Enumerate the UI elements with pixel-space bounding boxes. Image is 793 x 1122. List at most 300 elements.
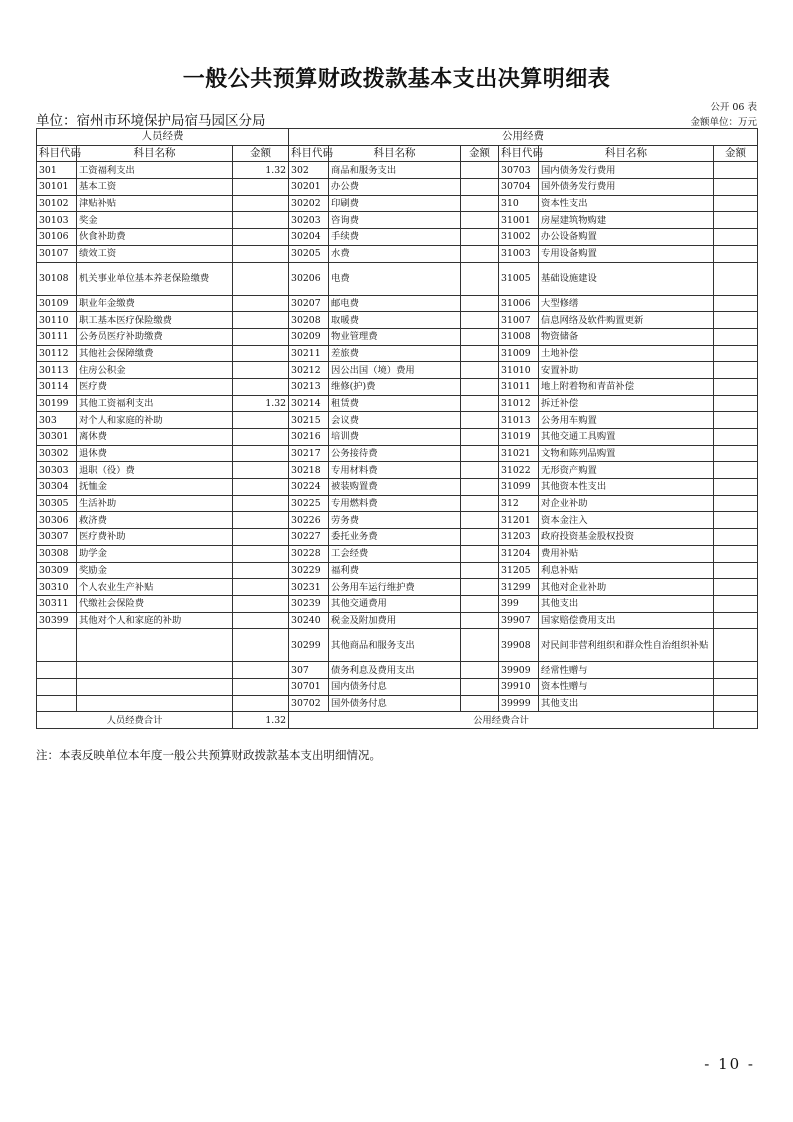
- section-header-row: [37, 129, 758, 146]
- subject-name-cell: 邮电费: [329, 295, 461, 312]
- subject-name-cell: 国外债务发行费用: [539, 179, 714, 196]
- subject-code-cell: 30107: [37, 245, 77, 262]
- amount-cell: [461, 462, 499, 479]
- subject-code-cell: 31204: [499, 545, 539, 562]
- subject-name-cell: 专用材料费: [329, 462, 461, 479]
- amount-cell: [714, 345, 758, 362]
- amount-cell: [233, 429, 289, 446]
- subject-code-cell: 30704: [499, 179, 539, 196]
- amount-cell: [714, 362, 758, 379]
- amount-cell: [461, 262, 499, 295]
- col-code-header: 科目代码: [499, 145, 539, 162]
- subject-name-cell: 国内债务付息: [329, 678, 461, 695]
- amount-cell: [461, 245, 499, 262]
- subject-code-cell: 39908: [499, 629, 539, 662]
- amount-cell: [233, 345, 289, 362]
- subject-code-cell: 30702: [289, 695, 329, 712]
- subject-name-cell: 职工基本医疗保险缴费: [77, 312, 233, 329]
- subject-name-cell: 其他交通费用: [329, 595, 461, 612]
- amount-cell: 1.32: [233, 162, 289, 179]
- subject-name-cell: 地上附着物和青苗补偿: [539, 378, 714, 395]
- table-row: [37, 195, 758, 212]
- subject-code-cell: 307: [289, 662, 329, 679]
- subject-code-cell: 30304: [37, 479, 77, 496]
- amount-cell: [461, 312, 499, 329]
- subject-code-cell: 30701: [289, 678, 329, 695]
- amount-cell: [461, 512, 499, 529]
- subject-name-cell: 助学金: [77, 545, 233, 562]
- amount-cell: [714, 678, 758, 695]
- subject-name-cell: 其他支出: [539, 595, 714, 612]
- amount-cell: [461, 545, 499, 562]
- amount-cell: [233, 462, 289, 479]
- subject-code-cell: 30240: [289, 612, 329, 629]
- subject-name-cell: 拆迁补偿: [539, 395, 714, 412]
- amount-cell: [714, 529, 758, 546]
- subject-name-cell: 工会经费: [329, 545, 461, 562]
- subject-name-cell: 其他对个人和家庭的补助: [77, 612, 233, 629]
- subject-code-cell: 30208: [289, 312, 329, 329]
- subject-name-cell: 文物和陈列品购置: [539, 445, 714, 462]
- subject-name-cell: 会议费: [329, 412, 461, 429]
- amount-cell: [233, 662, 289, 679]
- table-row: [37, 612, 758, 629]
- table-row: [37, 262, 758, 295]
- amount-cell: [233, 229, 289, 246]
- subject-name-cell: 退职（役）费: [77, 462, 233, 479]
- amount-cell: [461, 378, 499, 395]
- subject-code-cell: 30114: [37, 378, 77, 395]
- subject-name-cell: 经常性赠与: [539, 662, 714, 679]
- subject-name-cell: 信息网络及软件购置更新: [539, 312, 714, 329]
- subject-code-cell: 30227: [289, 529, 329, 546]
- subject-name-cell: 个人农业生产补贴: [77, 579, 233, 596]
- subject-name-cell: 医疗费: [77, 378, 233, 395]
- subject-code-cell: 30307: [37, 529, 77, 546]
- amount-cell: [461, 562, 499, 579]
- amount-cell: [461, 445, 499, 462]
- subject-name-cell: 生活补助: [77, 495, 233, 512]
- subject-code-cell: 30203: [289, 212, 329, 229]
- table-row: [37, 579, 758, 596]
- amount-cell: [461, 162, 499, 179]
- subject-code-cell: 30216: [289, 429, 329, 446]
- subject-code-cell: 30106: [37, 229, 77, 246]
- subject-name-cell: 津贴补贴: [77, 195, 233, 212]
- subject-code-cell: [37, 629, 77, 662]
- amount-cell: [461, 412, 499, 429]
- amount-cell: [714, 662, 758, 679]
- amount-cell: [461, 195, 499, 212]
- amount-cell: [714, 179, 758, 196]
- amount-cell: [714, 328, 758, 345]
- subject-name-cell: 因公出国（境）费用: [329, 362, 461, 379]
- table-row: [37, 162, 758, 179]
- subject-name-cell: 电费: [329, 262, 461, 295]
- subject-code-cell: 30302: [37, 445, 77, 462]
- subject-code-cell: 31003: [499, 245, 539, 262]
- subject-name-cell: 离休费: [77, 429, 233, 446]
- subject-name-cell: 资本性赠与: [539, 678, 714, 695]
- subject-name-cell: 国家赔偿费用支出: [539, 612, 714, 629]
- subject-code-cell: 31019: [499, 429, 539, 446]
- subject-name-cell: 物业管理费: [329, 328, 461, 345]
- amount-unit: 金额单位：万元: [690, 117, 757, 128]
- table-row: [37, 629, 758, 662]
- subject-code-cell: 39909: [499, 662, 539, 679]
- subject-name-cell: 物资储备: [539, 328, 714, 345]
- table-code: 公开 06 表: [710, 102, 757, 113]
- subject-code-cell: 30308: [37, 545, 77, 562]
- subject-code-cell: 30310: [37, 579, 77, 596]
- amount-cell: [233, 245, 289, 262]
- subject-code-cell: 30215: [289, 412, 329, 429]
- subject-name-cell: 专用燃料费: [329, 495, 461, 512]
- subject-name-cell: 伙食补助费: [77, 229, 233, 246]
- amount-cell: [714, 395, 758, 412]
- table-row: [37, 362, 758, 379]
- amount-cell: [461, 479, 499, 496]
- subject-code-cell: 30228: [289, 545, 329, 562]
- amount-cell: [233, 479, 289, 496]
- subject-name-cell: 对民间非营利组织和群众性自治组织补贴: [539, 629, 714, 662]
- subject-name-cell: 奖金: [77, 212, 233, 229]
- table-row: [37, 445, 758, 462]
- table-row: [37, 545, 758, 562]
- table-row: [37, 678, 758, 695]
- amount-cell: [233, 495, 289, 512]
- subject-code-cell: 31001: [499, 212, 539, 229]
- subject-code-cell: 30201: [289, 179, 329, 196]
- amount-cell: [461, 495, 499, 512]
- amount-cell: [714, 195, 758, 212]
- amount-cell: [233, 445, 289, 462]
- column-header-row: [37, 145, 758, 162]
- subject-code-cell: 30231: [289, 579, 329, 596]
- subject-code-cell: 30108: [37, 262, 77, 295]
- table-row: [37, 295, 758, 312]
- subject-name-cell: 其他社会保障缴费: [77, 345, 233, 362]
- subject-code-cell: 30202: [289, 195, 329, 212]
- subject-code-cell: 31006: [499, 295, 539, 312]
- amount-cell: [461, 529, 499, 546]
- subject-code-cell: 31021: [499, 445, 539, 462]
- amount-cell: [714, 479, 758, 496]
- amount-cell: [233, 562, 289, 579]
- subject-code-cell: 39907: [499, 612, 539, 629]
- subject-code-cell: [37, 678, 77, 695]
- expenditure-detail-table: [36, 128, 758, 729]
- subject-name-cell: 救济费: [77, 512, 233, 529]
- amount-cell: [714, 495, 758, 512]
- amount-cell: [714, 245, 758, 262]
- amount-cell: [714, 629, 758, 662]
- subject-name-cell: [77, 678, 233, 695]
- subject-code-cell: 31012: [499, 395, 539, 412]
- subject-name-cell: 公务用车运行维护费: [329, 579, 461, 596]
- amount-cell: [461, 695, 499, 712]
- amount-cell: [233, 412, 289, 429]
- subject-name-cell: 资本金注入: [539, 512, 714, 529]
- subject-code-cell: 31007: [499, 312, 539, 329]
- amount-cell: [233, 678, 289, 695]
- subject-code-cell: 30111: [37, 328, 77, 345]
- subject-code-cell: 30239: [289, 595, 329, 612]
- amount-cell: [233, 312, 289, 329]
- subject-name-cell: 绩效工资: [77, 245, 233, 262]
- table-row: [37, 429, 758, 446]
- subject-code-cell: 30212: [289, 362, 329, 379]
- amount-cell: [714, 512, 758, 529]
- subject-code-cell: 30224: [289, 479, 329, 496]
- table-row: [37, 395, 758, 412]
- totals-row: [37, 712, 758, 729]
- personnel-total-label: 人员经费合计: [37, 712, 233, 729]
- table-row: [37, 245, 758, 262]
- amount-cell: [461, 429, 499, 446]
- subject-code-cell: 31002: [499, 229, 539, 246]
- amount-cell: [714, 562, 758, 579]
- col-amount-header: 金额: [233, 145, 289, 162]
- amount-cell: [233, 529, 289, 546]
- subject-code-cell: 39910: [499, 678, 539, 695]
- subject-name-cell: 政府投资基金股权投资: [539, 529, 714, 546]
- subject-code-cell: 30209: [289, 328, 329, 345]
- public-section-title: 公用经费: [289, 129, 758, 146]
- subject-name-cell: [77, 662, 233, 679]
- subject-name-cell: 退休费: [77, 445, 233, 462]
- amount-cell: [461, 595, 499, 612]
- subject-code-cell: 30703: [499, 162, 539, 179]
- amount-cell: [714, 378, 758, 395]
- amount-cell: [233, 595, 289, 612]
- subject-code-cell: 30305: [37, 495, 77, 512]
- subject-name-cell: 债务利息及费用支出: [329, 662, 461, 679]
- subject-name-cell: 抚恤金: [77, 479, 233, 496]
- subject-name-cell: 其他商品和服务支出: [329, 629, 461, 662]
- amount-cell: [233, 362, 289, 379]
- subject-name-cell: 安置补助: [539, 362, 714, 379]
- subject-name-cell: 国内债务发行费用: [539, 162, 714, 179]
- table-row: [37, 229, 758, 246]
- subject-name-cell: 其他对企业补助: [539, 579, 714, 596]
- amount-cell: [233, 579, 289, 596]
- subject-code-cell: 30199: [37, 395, 77, 412]
- subject-code-cell: [37, 695, 77, 712]
- subject-name-cell: 维修(护)费: [329, 378, 461, 395]
- subject-name-cell: 资本性支出: [539, 195, 714, 212]
- subject-code-cell: 30101: [37, 179, 77, 196]
- amount-cell: [461, 629, 499, 662]
- table-row: [37, 212, 758, 229]
- subject-code-cell: 30225: [289, 495, 329, 512]
- col-code-header: 科目代码: [289, 145, 329, 162]
- report-title: 一般公共预算财政拨款基本支出决算明细表: [182, 66, 611, 92]
- table-row: [37, 595, 758, 612]
- subject-name-cell: 其他资本性支出: [539, 479, 714, 496]
- table-row: [37, 529, 758, 546]
- table-row: [37, 479, 758, 496]
- subject-code-cell: 312: [499, 495, 539, 512]
- amount-cell: [233, 295, 289, 312]
- subject-name-cell: [77, 629, 233, 662]
- subject-code-cell: 30301: [37, 429, 77, 446]
- subject-name-cell: 租赁费: [329, 395, 461, 412]
- subject-name-cell: 住房公积金: [77, 362, 233, 379]
- table-row: [37, 179, 758, 196]
- subject-code-cell: 31099: [499, 479, 539, 496]
- amount-cell: [461, 395, 499, 412]
- table-row: [37, 512, 758, 529]
- subject-code-cell: 30207: [289, 295, 329, 312]
- subject-name-cell: 对企业补助: [539, 495, 714, 512]
- subject-code-cell: 39999: [499, 695, 539, 712]
- subject-name-cell: 取暖费: [329, 312, 461, 329]
- subject-code-cell: 31203: [499, 529, 539, 546]
- amount-cell: [714, 445, 758, 462]
- subject-name-cell: 办公设备购置: [539, 229, 714, 246]
- col-name-header: 科目名称: [77, 145, 233, 162]
- amount-cell: [233, 512, 289, 529]
- subject-code-cell: 31008: [499, 328, 539, 345]
- subject-code-cell: 303: [37, 412, 77, 429]
- subject-code-cell: 30218: [289, 462, 329, 479]
- subject-code-cell: 302: [289, 162, 329, 179]
- subject-name-cell: 公务员医疗补助缴费: [77, 328, 233, 345]
- subject-name-cell: 土地补偿: [539, 345, 714, 362]
- subject-name-cell: 办公费: [329, 179, 461, 196]
- table-row: [37, 462, 758, 479]
- amount-cell: [233, 545, 289, 562]
- subject-code-cell: 30211: [289, 345, 329, 362]
- amount-cell: [714, 162, 758, 179]
- subject-code-cell: 31022: [499, 462, 539, 479]
- subject-name-cell: 基础设施建设: [539, 262, 714, 295]
- personnel-total-amount: 1.32: [233, 712, 289, 729]
- amount-cell: [461, 212, 499, 229]
- amount-cell: [714, 412, 758, 429]
- subject-code-cell: 30311: [37, 595, 77, 612]
- subject-code-cell: 30206: [289, 262, 329, 295]
- table-row: [37, 662, 758, 679]
- amount-cell: [461, 179, 499, 196]
- subject-name-cell: 福利费: [329, 562, 461, 579]
- page-number: - 10 -: [704, 1055, 755, 1073]
- subject-name-cell: 机关事业单位基本养老保险缴费: [77, 262, 233, 295]
- subject-code-cell: 30102: [37, 195, 77, 212]
- amount-cell: [233, 629, 289, 662]
- subject-code-cell: 31013: [499, 412, 539, 429]
- subject-code-cell: 30217: [289, 445, 329, 462]
- subject-name-cell: 公务接待费: [329, 445, 461, 462]
- subject-code-cell: 31299: [499, 579, 539, 596]
- subject-name-cell: 培训费: [329, 429, 461, 446]
- amount-cell: [714, 295, 758, 312]
- subject-code-cell: 30112: [37, 345, 77, 362]
- subject-code-cell: 30103: [37, 212, 77, 229]
- subject-code-cell: 30309: [37, 562, 77, 579]
- table-row: [37, 495, 758, 512]
- subject-code-cell: 31205: [499, 562, 539, 579]
- amount-cell: [461, 328, 499, 345]
- table-row: [37, 562, 758, 579]
- amount-cell: [461, 579, 499, 596]
- subject-name-cell: 商品和服务支出: [329, 162, 461, 179]
- subject-code-cell: 30299: [289, 629, 329, 662]
- subject-code-cell: 30110: [37, 312, 77, 329]
- subject-name-cell: 被装购置费: [329, 479, 461, 496]
- amount-cell: [714, 262, 758, 295]
- table-row: [37, 345, 758, 362]
- subject-code-cell: 31010: [499, 362, 539, 379]
- subject-name-cell: 房屋建筑物购建: [539, 212, 714, 229]
- subject-code-cell: 30113: [37, 362, 77, 379]
- subject-code-cell: 30109: [37, 295, 77, 312]
- subject-name-cell: 专用设备购置: [539, 245, 714, 262]
- amount-cell: [461, 229, 499, 246]
- subject-code-cell: 30226: [289, 512, 329, 529]
- amount-cell: [714, 429, 758, 446]
- subject-code-cell: 30229: [289, 562, 329, 579]
- reporting-unit: 单位：宿州市环境保护局宿马园区分局: [36, 113, 266, 129]
- subject-code-cell: 31005: [499, 262, 539, 295]
- col-amount-header: 金额: [461, 145, 499, 162]
- amount-cell: [461, 345, 499, 362]
- subject-code-cell: 30204: [289, 229, 329, 246]
- footnote: 注：本表反映单位本年度一般公共预算财政拨款基本支出明细情况。: [36, 748, 381, 762]
- subject-name-cell: 其他支出: [539, 695, 714, 712]
- subject-code-cell: 310: [499, 195, 539, 212]
- amount-cell: [461, 612, 499, 629]
- table-row: [37, 312, 758, 329]
- personnel-section-title: 人员经费: [37, 129, 289, 146]
- subject-name-cell: 水费: [329, 245, 461, 262]
- subject-name-cell: 基本工资: [77, 179, 233, 196]
- amount-cell: [233, 212, 289, 229]
- amount-cell: 1.32: [233, 395, 289, 412]
- table-row: [37, 378, 758, 395]
- subject-name-cell: 差旅费: [329, 345, 461, 362]
- table-row: [37, 328, 758, 345]
- amount-cell: [714, 312, 758, 329]
- amount-cell: [714, 229, 758, 246]
- col-name-header: 科目名称: [539, 145, 714, 162]
- amount-cell: [714, 462, 758, 479]
- public-total-label: 公用经费合计: [289, 712, 714, 729]
- subject-name-cell: 手续费: [329, 229, 461, 246]
- subject-code-cell: 30303: [37, 462, 77, 479]
- subject-name-cell: 其他交通工具购置: [539, 429, 714, 446]
- subject-name-cell: 大型修缮: [539, 295, 714, 312]
- subject-name-cell: 委托业务费: [329, 529, 461, 546]
- subject-code-cell: 30214: [289, 395, 329, 412]
- subject-code-cell: [37, 662, 77, 679]
- subject-name-cell: 其他工资福利支出: [77, 395, 233, 412]
- subject-name-cell: 代缴社会保险费: [77, 595, 233, 612]
- amount-cell: [714, 612, 758, 629]
- amount-cell: [233, 612, 289, 629]
- subject-name-cell: 公务用车购置: [539, 412, 714, 429]
- amount-cell: [233, 179, 289, 196]
- subject-code-cell: 301: [37, 162, 77, 179]
- subject-name-cell: 税金及附加费用: [329, 612, 461, 629]
- amount-cell: [714, 212, 758, 229]
- subject-name-cell: 咨询费: [329, 212, 461, 229]
- subject-name-cell: 奖励金: [77, 562, 233, 579]
- subject-name-cell: 医疗费补助: [77, 529, 233, 546]
- subject-code-cell: 30213: [289, 378, 329, 395]
- amount-cell: [233, 262, 289, 295]
